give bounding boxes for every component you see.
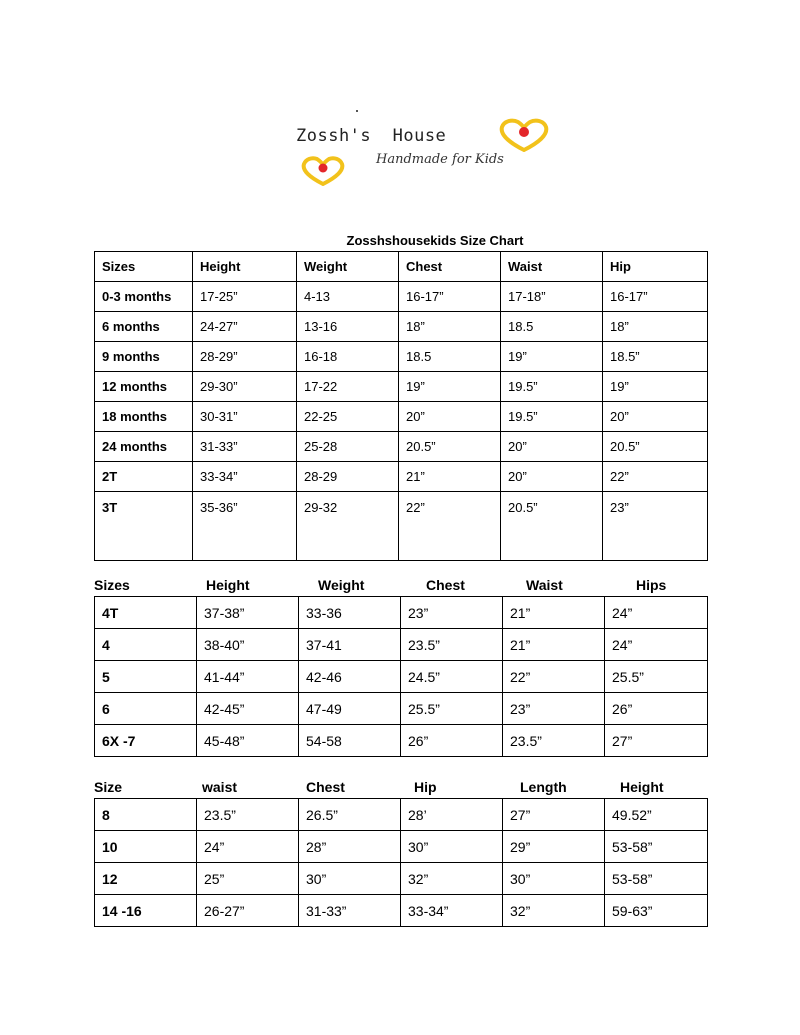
table-cell: 59-63”	[605, 895, 708, 927]
table-cell: 24”	[197, 831, 299, 863]
table-cell: 27”	[605, 725, 708, 757]
size-label-cell: 4T	[95, 597, 197, 629]
table-cell: 22”	[399, 492, 501, 561]
column-header: Hip	[603, 252, 708, 282]
table-cell: 16-17”	[603, 282, 708, 312]
size-table-kids	[94, 798, 708, 927]
table-cell: 31-33”	[299, 895, 401, 927]
size-label-cell: 14 -16	[95, 895, 197, 927]
table-cell: 35-36”	[193, 492, 297, 561]
column-header: Size	[94, 779, 123, 795]
table-cell: 42-46	[299, 661, 401, 693]
table-cell: 22-25	[297, 402, 399, 432]
table-cell: 24-27”	[193, 312, 297, 342]
table-cell: 31-33”	[193, 432, 297, 462]
table-cell: 20”	[501, 462, 603, 492]
size-table-infant	[94, 251, 708, 561]
table-cell: 30-31”	[193, 402, 297, 432]
size-label-cell: 0-3 months	[95, 282, 193, 312]
table-row	[95, 282, 708, 312]
size-label-cell: 12 months	[95, 372, 193, 402]
table-cell: 18.5	[501, 312, 603, 342]
table-cell: 20”	[399, 402, 501, 432]
table-cell: 30”	[401, 831, 503, 863]
heart-icon	[300, 156, 346, 186]
table-row	[95, 462, 708, 492]
table-row	[95, 312, 708, 342]
table-row	[95, 342, 708, 372]
column-header: Chest	[306, 779, 345, 795]
table-cell: 23.5”	[197, 799, 299, 831]
size-label-cell: 6 months	[95, 312, 193, 342]
table-cell: 4-13	[297, 282, 399, 312]
table-row	[95, 372, 708, 402]
table-row	[95, 629, 708, 661]
table-cell: 33-36	[299, 597, 401, 629]
table-cell: 29”	[503, 831, 605, 863]
table-cell: 24”	[605, 597, 708, 629]
column-header: Height	[206, 577, 250, 593]
table-cell: 29-30”	[193, 372, 297, 402]
table-cell: 19.5”	[501, 402, 603, 432]
table-cell: 20”	[603, 402, 708, 432]
table-row	[95, 895, 708, 927]
table-cell: 18.5”	[603, 342, 708, 372]
size-label-cell: 18 months	[95, 402, 193, 432]
table-cell: 37-41	[299, 629, 401, 661]
table-cell: 23”	[503, 693, 605, 725]
table-cell: 25.5”	[605, 661, 708, 693]
column-header: Weight	[297, 252, 399, 282]
table-row	[95, 693, 708, 725]
table-cell: 27”	[503, 799, 605, 831]
size-table-toddler-header	[94, 577, 707, 595]
column-header: Chest	[426, 577, 465, 593]
size-label-cell: 12	[95, 863, 197, 895]
table-cell: 18.5	[399, 342, 501, 372]
table-row	[95, 432, 708, 462]
table-cell: 17-18”	[501, 282, 603, 312]
column-header: Chest	[399, 252, 501, 282]
table-cell: 23”	[401, 597, 503, 629]
column-header: Waist	[501, 252, 603, 282]
table-cell: 28”	[299, 831, 401, 863]
table-cell: 23”	[603, 492, 708, 561]
size-label-cell: 3T	[95, 492, 193, 561]
logo-name: Zossh's House	[296, 126, 447, 146]
table-cell: 53-58”	[605, 831, 708, 863]
table-cell: 33-34”	[193, 462, 297, 492]
table-cell: 20.5”	[399, 432, 501, 462]
table-cell: 25-28	[297, 432, 399, 462]
table-cell: 23.5”	[401, 629, 503, 661]
table-cell: 29-32	[297, 492, 399, 561]
size-label-cell: 6	[95, 693, 197, 725]
brand-logo	[290, 110, 560, 190]
column-header: Weight	[318, 577, 365, 593]
column-header: Sizes	[94, 577, 130, 593]
table-cell: 19.5”	[501, 372, 603, 402]
table-cell: 32”	[503, 895, 605, 927]
table-cell: 17-22	[297, 372, 399, 402]
size-label-cell: 6X -7	[95, 725, 197, 757]
table-cell: 18”	[399, 312, 501, 342]
table-cell: 20.5”	[501, 492, 603, 561]
column-header: Height	[620, 779, 664, 795]
table-cell: 24”	[605, 629, 708, 661]
column-header: Waist	[526, 577, 563, 593]
table-row	[95, 863, 708, 895]
table-cell: 23.5”	[503, 725, 605, 757]
table-cell: 28-29”	[193, 342, 297, 372]
table-cell: 18”	[603, 312, 708, 342]
table-cell: 45-48”	[197, 725, 299, 757]
size-label-cell: 8	[95, 799, 197, 831]
table-cell: 53-58”	[605, 863, 708, 895]
chart-title: Zosshshousekids Size Chart	[346, 233, 524, 248]
size-label-cell: 9 months	[95, 342, 193, 372]
column-header: waist	[202, 779, 238, 795]
table-cell: 26.5”	[299, 799, 401, 831]
table-cell: 54-58	[299, 725, 401, 757]
table-cell: 16-18	[297, 342, 399, 372]
table-cell: 19”	[603, 372, 708, 402]
table-cell: 26-27”	[197, 895, 299, 927]
table-cell: 21”	[399, 462, 501, 492]
table-cell: 42-45”	[197, 693, 299, 725]
table-cell: 19”	[399, 372, 501, 402]
table-cell: 21”	[503, 597, 605, 629]
heart-icon	[498, 118, 550, 152]
table-cell: 19”	[501, 342, 603, 372]
table-cell: 49.52”	[605, 799, 708, 831]
logo-tagline: Handmade for Kids	[376, 152, 504, 167]
table-cell: 20.5”	[603, 432, 708, 462]
table-row	[95, 725, 708, 757]
table-cell: 20”	[501, 432, 603, 462]
table-cell: 33-34”	[401, 895, 503, 927]
table-cell: 38-40”	[197, 629, 299, 661]
table-cell: 22”	[503, 661, 605, 693]
size-table-toddler	[94, 596, 708, 757]
table-cell: 28’	[401, 799, 503, 831]
table-header-row	[95, 252, 708, 282]
size-label-cell: 5	[95, 661, 197, 693]
table-cell: 21”	[503, 629, 605, 661]
table-row	[95, 661, 708, 693]
size-label-cell: 2T	[95, 462, 193, 492]
table-cell: 28-29	[297, 462, 399, 492]
table-cell: 26”	[605, 693, 708, 725]
table-cell: 26”	[401, 725, 503, 757]
table-cell: 25.5”	[401, 693, 503, 725]
table-row	[95, 831, 708, 863]
table-cell: 30”	[299, 863, 401, 895]
column-header: Height	[193, 252, 297, 282]
table-cell: 25”	[197, 863, 299, 895]
size-label-cell: 10	[95, 831, 197, 863]
table-cell: 16-17”	[399, 282, 501, 312]
table-cell: 41-44”	[197, 661, 299, 693]
table-row	[95, 402, 708, 432]
column-header: Hips	[636, 577, 667, 593]
table-cell: 37-38”	[197, 597, 299, 629]
size-table-kids-header	[94, 779, 707, 797]
column-header: Hip	[414, 779, 437, 795]
table-row	[95, 597, 708, 629]
table-cell: 32”	[401, 863, 503, 895]
table-cell: 24.5”	[401, 661, 503, 693]
size-label-cell: 24 months	[95, 432, 193, 462]
table-row	[95, 799, 708, 831]
size-label-cell: 4	[95, 629, 197, 661]
logo-dot	[356, 110, 358, 112]
table-cell: 17-25”	[193, 282, 297, 312]
table-cell: 47-49	[299, 693, 401, 725]
table-cell: 30”	[503, 863, 605, 895]
column-header: Sizes	[95, 252, 193, 282]
table-cell: 13-16	[297, 312, 399, 342]
table-cell: 22”	[603, 462, 708, 492]
column-header: Length	[520, 779, 567, 795]
table-row	[95, 492, 708, 561]
